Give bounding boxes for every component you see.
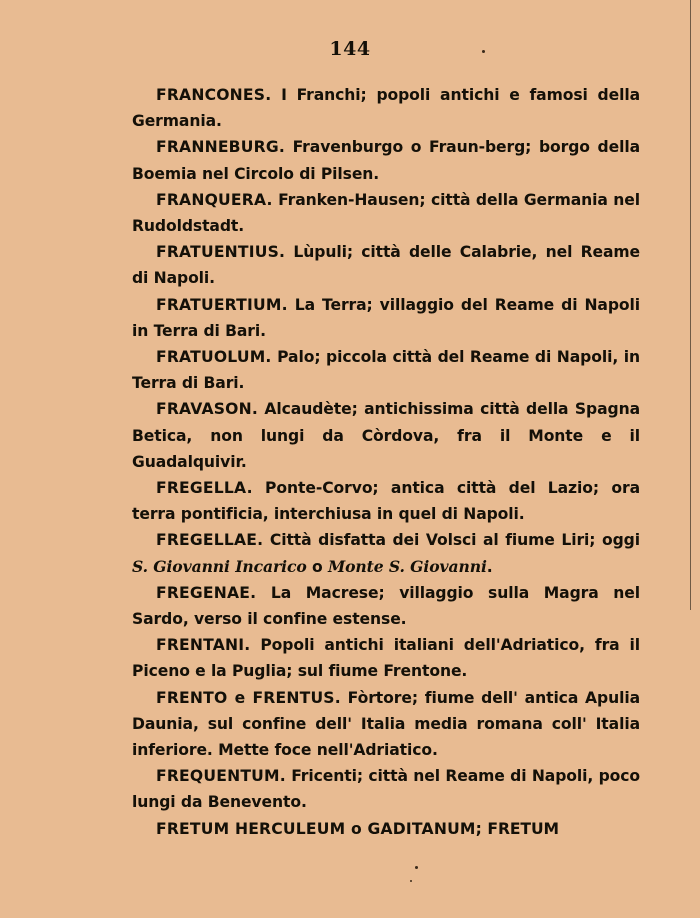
dictionary-entries (132, 82, 640, 842)
page-number: 144 (329, 38, 371, 60)
entry-headword: FRATUERTIUM. (156, 295, 288, 314)
entry (132, 632, 640, 684)
entry-text: Fòrtore; fiume dell' antica Apulia Daunia, sul confine dell' Italia media romana coll' Italia inferiore. Mette foce nell'Adriatico. (132, 688, 641, 760)
entry-text: La Terra; villaggio del Reame di Napoli in Terra di Bari. (132, 295, 640, 340)
entry-headword: FRATUOLUM. (156, 348, 272, 367)
entry-text: Alcaudète; antichissima città della Spagna Betica, non lungi da Còrdova, fra il Monte e il Guadalquivir. (132, 400, 640, 471)
entry-text: Fricenti; città nel Reame di Napoli, poco lungi da Benevento. (132, 767, 640, 812)
entry-headword: FRENTO e FRENTUS. (156, 688, 341, 707)
entry-headword: FRAVASON. (156, 400, 259, 419)
entry-text: o (306, 557, 328, 576)
entry-headword: FRANQUERA. (156, 190, 273, 209)
entry-text: Ponte-Corvo; antica città del Lazio; ora terra pontificia, interchiusa in quel di Napoli. (132, 479, 640, 524)
entry-text: Città disfatta dei Volsci al fiume Liri; oggi (263, 531, 640, 550)
entry-headword: FRETUM HERCULEUM o GADITANUM; (156, 819, 483, 838)
entry-headword: FRENTANI. (156, 636, 251, 655)
entry (132, 396, 640, 475)
ink-speck (410, 880, 412, 882)
entry-headword: FREGENAE. (156, 583, 257, 602)
entry (132, 763, 640, 815)
entry-text: . (486, 557, 493, 576)
entry-headword: FREQUENTUM. (156, 767, 286, 786)
entry-text: Franken-Hausen; città della Germania nel Rudoldstadt. (132, 190, 640, 236)
entry-headword: FRANNEBURG. (156, 138, 285, 157)
entry-text: La Macrese; villaggio sulla Magra nel Sardo, verso il confine estense. (132, 583, 640, 629)
entry-text: Fravenburgo o Fraun-berg; borgo della Boemia nel Circolo di Pilsen. (132, 138, 640, 183)
entry (132, 134, 640, 186)
entry (132, 816, 640, 842)
entry (132, 580, 640, 632)
ink-speck (482, 50, 485, 53)
entry-text: FRETUM (482, 819, 559, 838)
entry (132, 239, 640, 291)
entry-text: Lùpuli; città delle Calabrie, nel Reame di Napoli. (132, 243, 640, 288)
entry-italic-place: Monte S. Giovanni (327, 556, 487, 576)
entry-italic-place: S. Giovanni Incarico (132, 556, 307, 576)
entry-headword: FRATUENTIUS. (156, 243, 286, 262)
entry-text: I Franchi; popoli antichi e famosi della Germania. (132, 86, 640, 131)
entry-text: Palo; piccola città del Reame di Napoli, in Terra di Bari. (132, 348, 640, 393)
entry-headword: FREGELLA. (156, 479, 253, 498)
entry-headword: FRANCONES. (156, 86, 272, 104)
entry (132, 685, 640, 764)
entry-headword: FREGELLAE. (156, 531, 264, 550)
page-edge-rule (690, 0, 691, 610)
entry (132, 292, 640, 344)
entry (132, 82, 640, 134)
entry (132, 527, 640, 579)
entry (132, 187, 640, 239)
entry (132, 344, 640, 396)
ink-speck (415, 866, 418, 869)
entry-text: Popoli antichi italiani dell'Adriatico, fra il Piceno e la Puglia; sul fiume Frentone. (132, 636, 640, 681)
entry (132, 475, 640, 527)
